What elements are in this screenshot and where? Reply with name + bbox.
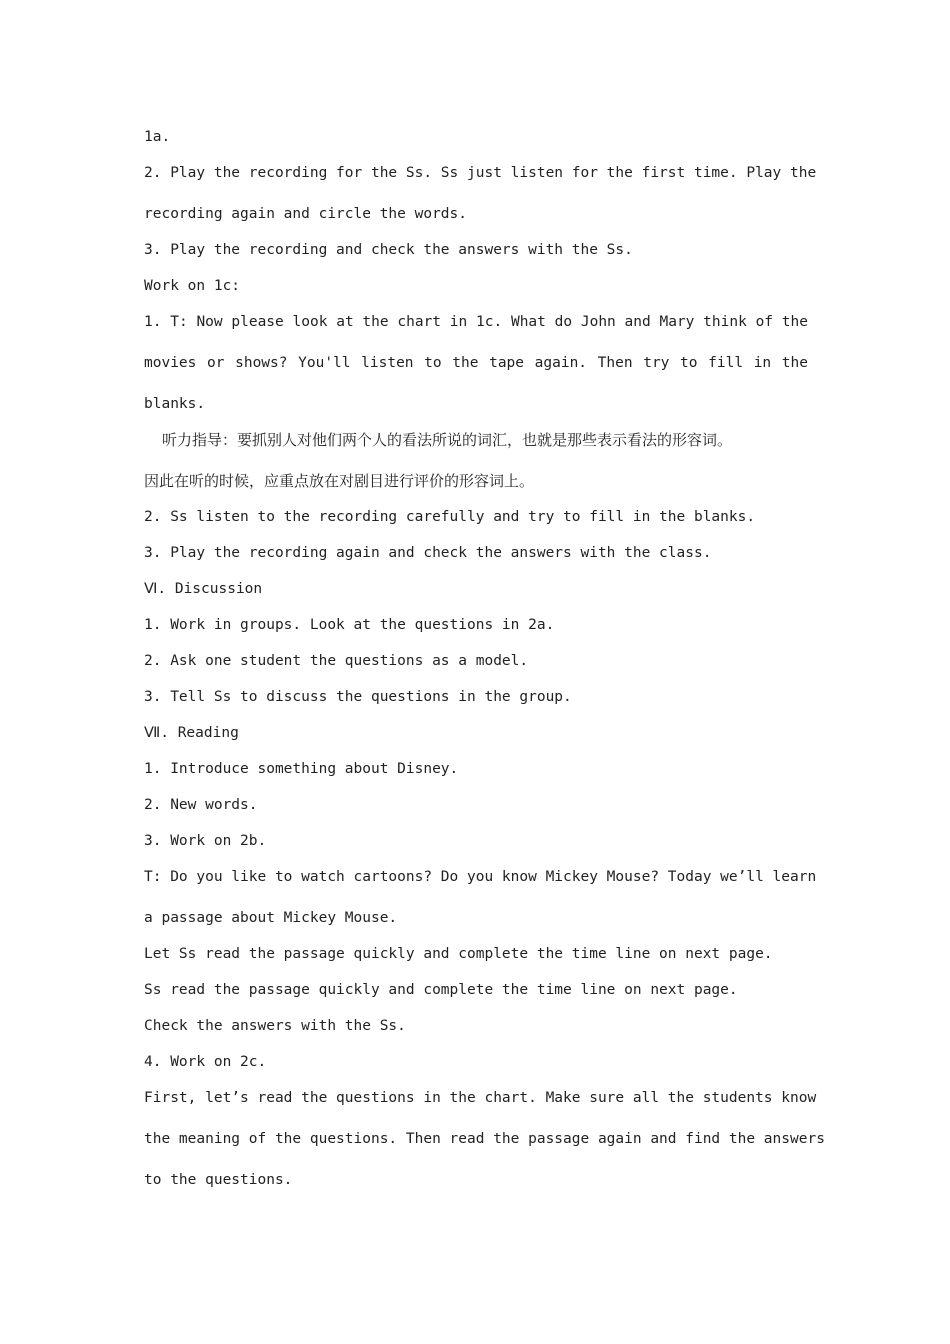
text-line: blanks. (144, 396, 206, 412)
text-line: 1. Work in groups. Look at the questions in 2a. (144, 617, 555, 633)
text-line: 1a. (144, 129, 171, 145)
section-heading: Ⅵ. Discussion (144, 581, 263, 597)
text-line: 1. T: Now please look at the chart in 1c. What do John and Mary think of the (144, 314, 808, 330)
text-line: the meaning of the questions. Then read the passage again and find the answers (144, 1131, 825, 1147)
text-line: 3. Play the recording and check the answers with the Ss. (144, 242, 633, 258)
text-line: to the questions. (144, 1172, 293, 1188)
listening-tip: 因此在听的时候，应重点放在对剧目进行评价的形容词上。 (144, 472, 535, 490)
text-line: T: Do you like to watch cartoons? Do you know Mickey Mouse? Today we’ll learn (144, 869, 817, 885)
text-line: 2. Play the recording for the Ss. Ss just listen for the first time. Play the (144, 165, 817, 181)
section-heading: Ⅶ. Reading (144, 725, 239, 741)
text-line: 2. Ask one student the questions as a model. (144, 653, 529, 669)
text-line: 2. New words. (144, 797, 258, 813)
text-line: 3. Work on 2b. (144, 833, 267, 849)
text-line: Ss read the passage quickly and complete the time line on next page. (144, 982, 738, 998)
section-heading: Work on 1c: (144, 278, 241, 294)
text-line: movies or shows? You'll listen to the tape again. Then try to fill in the (144, 355, 808, 371)
text-line: 2. Ss listen to the recording carefully and try to fill in the blanks. (144, 509, 756, 525)
text-line: 3. Play the recording again and check the answers with the class. (144, 545, 712, 561)
text-line: First, let’s read the questions in the chart. Make sure all the students know (144, 1090, 817, 1106)
text-line: a passage about Mickey Mouse. (144, 910, 398, 926)
text-line: Let Ss read the passage quickly and complete the time line on next page. (144, 946, 773, 962)
text-line: 3. Tell Ss to discuss the questions in the group. (144, 689, 572, 705)
listening-tip: 听力指导：要抓别人对他们两个人的看法所说的词汇，也就是那些表示看法的形容词。 (162, 431, 733, 449)
text-line: Check the answers with the Ss. (144, 1018, 406, 1034)
text-line: recording again and circle the words. (144, 206, 468, 222)
text-line: 1. Introduce something about Disney. (144, 761, 459, 777)
text-line: 4. Work on 2c. (144, 1054, 267, 1070)
